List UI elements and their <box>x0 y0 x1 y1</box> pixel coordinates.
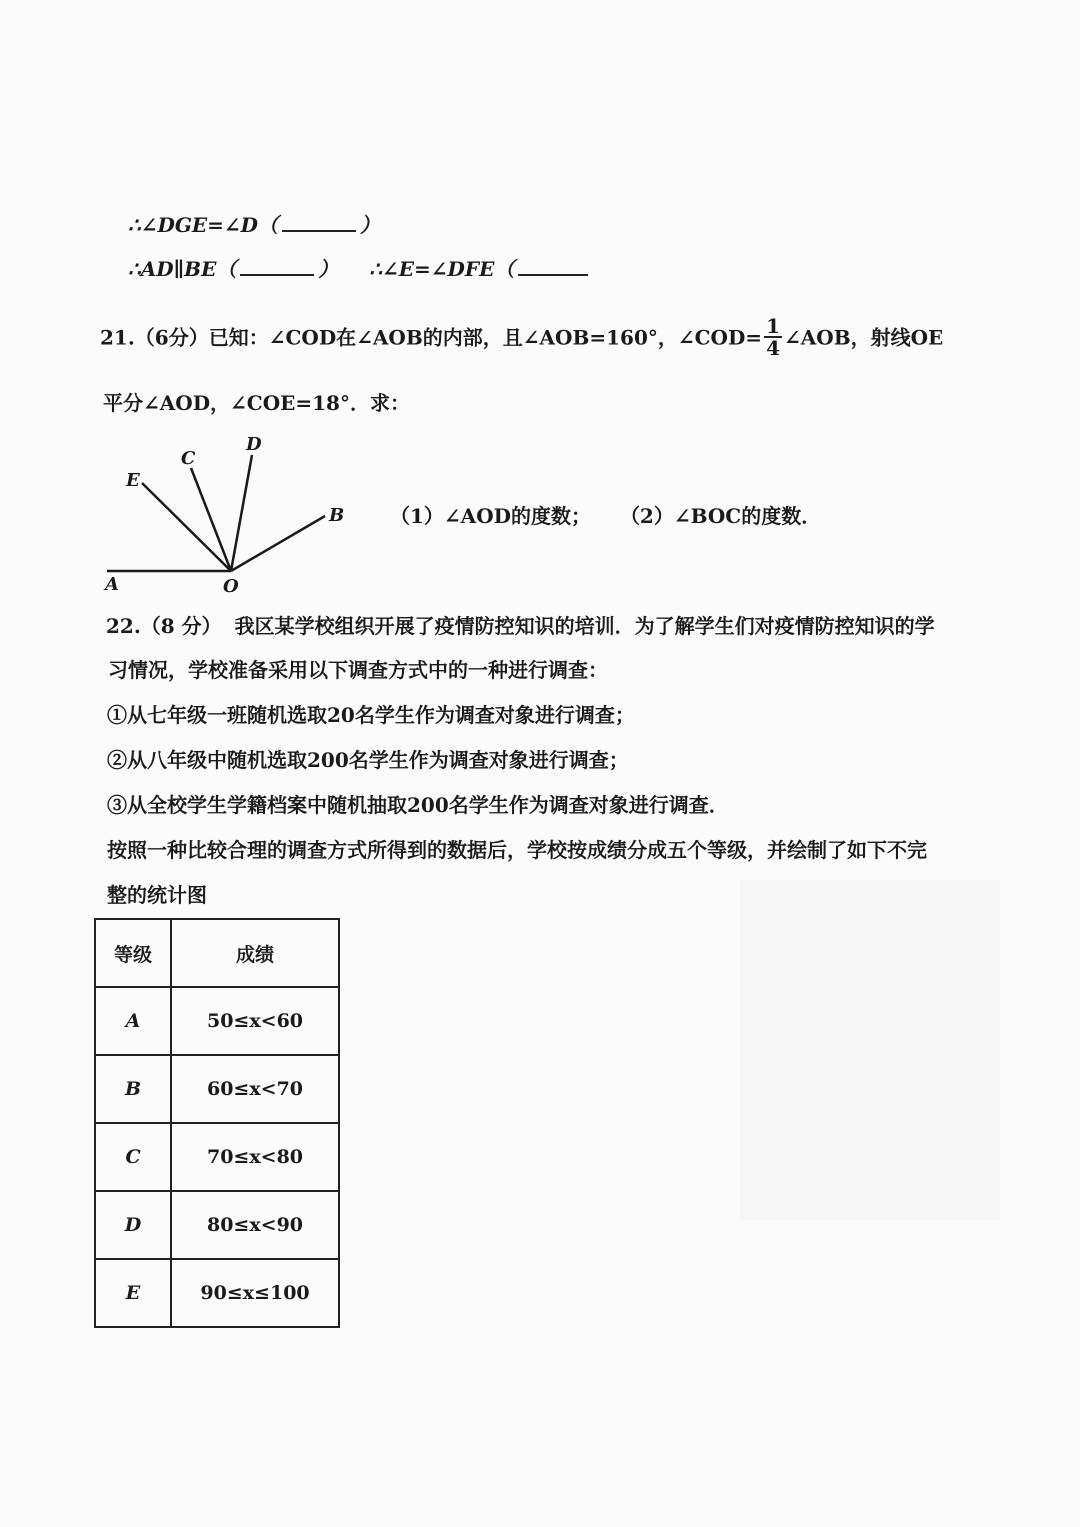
table-row <box>95 1259 339 1327</box>
label-o: O <box>223 576 239 597</box>
q21-line-1 <box>100 314 944 360</box>
q21-text-b: ∠AOB，射线OE <box>784 325 944 350</box>
score-range-cell: 80≤x<90 <box>171 1191 339 1259</box>
proof-line-2-b: ） <box>318 257 339 281</box>
label-e: E <box>126 470 140 491</box>
table-header-cell: 等级 <box>95 919 171 987</box>
table-row <box>95 1123 339 1191</box>
q21-sub1: （1）∠AOD的度数； <box>390 504 591 528</box>
ray-od <box>231 455 252 571</box>
grade-cell: B <box>95 1055 171 1123</box>
proof-line-1-end: ） <box>360 213 381 237</box>
grade-cell: E <box>95 1259 171 1327</box>
answer-blank[interactable] <box>240 256 314 276</box>
ray-oe <box>142 483 231 571</box>
q21-line-2-text: 平分∠AOD，∠COE=18°．求： <box>103 391 410 415</box>
blank-chart-area <box>740 880 1000 1220</box>
fraction-numerator: 1 <box>766 314 780 338</box>
table-row <box>95 987 339 1055</box>
score-range-cell: 70≤x<80 <box>171 1123 339 1191</box>
q21-number: 21. <box>100 325 135 350</box>
grade-cell: D <box>95 1191 171 1259</box>
q21-subquestions <box>390 502 821 530</box>
proof-line-2-c: ∴∠E=∠DFE（ <box>369 257 515 281</box>
table-row <box>95 1055 339 1123</box>
angle-figure <box>95 428 365 598</box>
score-range-cell: 60≤x<70 <box>171 1055 339 1123</box>
q21-score: （6分） <box>134 325 209 350</box>
proof-line-2-a: ∴AD∥BE（ <box>128 257 237 281</box>
q22-score: （8 分） <box>140 614 222 638</box>
label-c: C <box>181 448 196 469</box>
score-range-cell: 90≤x≤100 <box>171 1259 339 1327</box>
table-header-cell: 成绩 <box>171 919 339 987</box>
score-range-cell: 50≤x<60 <box>171 987 339 1055</box>
proof-line-2 <box>128 255 592 283</box>
answer-blank[interactable] <box>518 256 588 276</box>
q22-line-1 <box>106 612 935 640</box>
q21-line-2 <box>103 389 410 417</box>
q21-sub2: （2）∠BOC的度数． <box>619 504 822 528</box>
q22-option-1: ①从七年级一班随机选取20名学生作为调查对象进行调查； <box>107 703 635 727</box>
q22-line-3: 按照一种比较合理的调查方式所得到的数据后，学校按成绩分成五个等级，并绘制了如下不完 <box>107 838 927 862</box>
q22-line-2: 习情况，学校准备采用以下调查方式中的一种进行调查： <box>108 658 608 682</box>
label-a: A <box>105 574 119 595</box>
grade-cell: A <box>95 987 171 1055</box>
q22-option-2: ②从八年级中随机选取200名学生作为调查对象进行调查； <box>107 748 629 772</box>
label-b: B <box>329 505 345 526</box>
ray-oc <box>191 468 231 571</box>
table-header-row <box>95 919 339 987</box>
grade-table <box>94 918 340 1328</box>
proof-line-1 <box>128 211 380 239</box>
proof-line-1-text: ∴∠DGE=∠D（ <box>128 213 279 237</box>
ray-ob <box>231 516 325 571</box>
answer-blank[interactable] <box>282 212 356 232</box>
q22-number: 22. <box>106 614 141 638</box>
q21-text-a: 已知：∠COD在∠AOB的内部，且∠AOB=160°，∠COD= <box>208 325 763 350</box>
label-d: D <box>246 434 262 455</box>
q22-option-3: ③从全校学生学籍档案中随机抽取200名学生作为调查对象进行调查． <box>107 793 729 817</box>
q22-line-4: 整的统计图 <box>107 883 207 907</box>
fraction-denominator: 4 <box>766 336 780 360</box>
fraction <box>764 316 782 358</box>
table-row <box>95 1191 339 1259</box>
q22-line-1-text: 我区某学校组织开展了疫情防控知识的培训．为了解学生们对疫情防控知识的学 <box>234 614 935 638</box>
grade-cell: C <box>95 1123 171 1191</box>
